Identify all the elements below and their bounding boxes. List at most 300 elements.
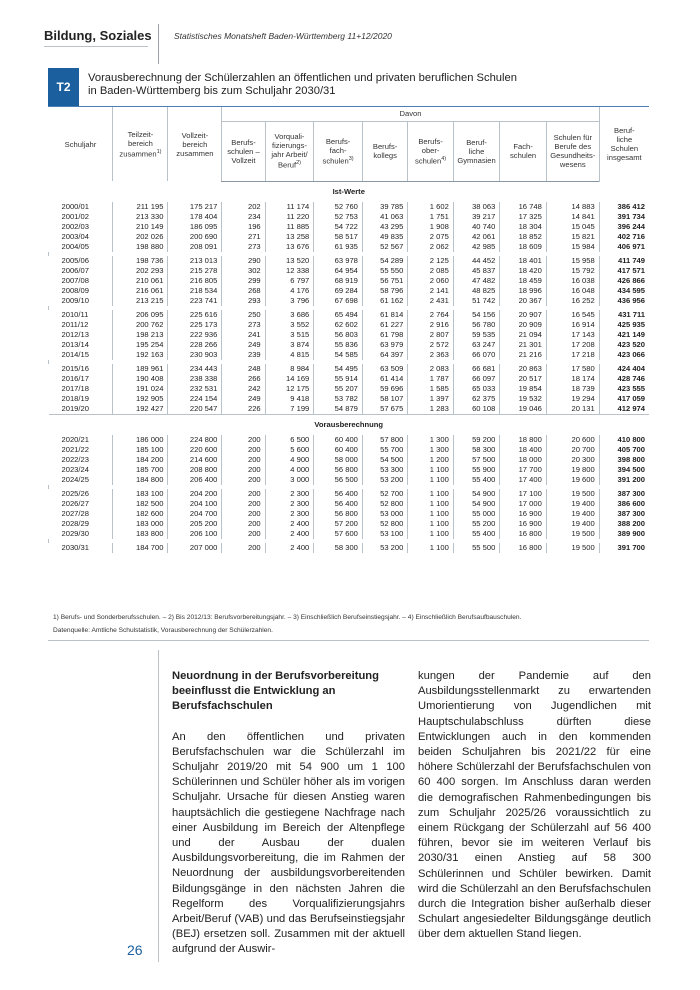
- table-cell: 198 736: [113, 256, 168, 266]
- table-row: [49, 435, 650, 445]
- table-cell: 186 000: [113, 435, 168, 445]
- table-cell: 19 854: [500, 384, 547, 394]
- table-cell: 208 800: [168, 465, 222, 475]
- table-row: [49, 509, 650, 519]
- column-divider: [158, 650, 159, 962]
- cell-schuljahr: 2014/15: [61, 349, 89, 359]
- data-table-frame: [48, 106, 649, 641]
- table-cell: 202 026: [113, 232, 168, 242]
- table-cell: 18 739: [546, 384, 599, 394]
- col-header-schuljahr: Schuljahr: [64, 139, 97, 149]
- table-cell: 182 500: [113, 499, 168, 509]
- cell-schuljahr: 2012/13: [61, 329, 89, 339]
- table-cell: 68 919: [314, 276, 363, 286]
- table-cell: 14 883: [546, 202, 599, 212]
- table-cell: 2 075: [408, 232, 453, 242]
- table-cell: 19 600: [546, 475, 599, 485]
- col-header-berufsoberschulen: [408, 121, 453, 181]
- table-cell: 205 200: [168, 519, 222, 529]
- col-header-line: bereich: [182, 139, 208, 149]
- table-cell: 224 800: [168, 435, 222, 445]
- table-cell: 12 338: [265, 266, 314, 276]
- table-cell: 17 100: [500, 489, 547, 499]
- table-cell: 58 300: [314, 543, 363, 553]
- table-cell: 2 060: [408, 276, 453, 286]
- table-cell: 20 517: [500, 374, 547, 384]
- table-cell: 18 609: [500, 242, 547, 252]
- table-cell: 1 100: [408, 499, 453, 509]
- table-row: [49, 296, 650, 306]
- table-cell: 184 200: [113, 455, 168, 465]
- table-cell: 19 500: [546, 543, 599, 553]
- table-row: [49, 212, 650, 222]
- col-header-line: Beruf-: [614, 126, 635, 135]
- table-cell: 58 000: [314, 455, 363, 465]
- table-cell: 189 961: [113, 364, 168, 374]
- table-cell: 18 401: [500, 256, 547, 266]
- table-cell: 40 740: [453, 222, 500, 232]
- table-cell: 63 978: [314, 256, 363, 266]
- table-cell: 1 100: [408, 509, 453, 519]
- table-cell: 218 534: [168, 286, 222, 296]
- col-header-berufsschulen-vollzeit: [222, 121, 265, 181]
- table-cell: 19 400: [546, 509, 599, 519]
- table-cell: 55 400: [453, 475, 500, 485]
- cell-schuljahr: 2030/31: [61, 542, 89, 552]
- table-cell: 63 979: [362, 340, 407, 350]
- table-cell: 59 535: [453, 330, 500, 340]
- table-cell: 1 100: [408, 489, 453, 499]
- table-cell: 61 814: [362, 310, 407, 320]
- table-cell: 1 100: [408, 529, 453, 539]
- col-header-line: fizierungs-: [271, 141, 307, 151]
- table-cell: 53 782: [314, 394, 363, 404]
- cell-schuljahr: 2023/24: [61, 464, 89, 474]
- table-cell: 248: [222, 364, 265, 374]
- table-cell: 2 431: [408, 296, 453, 306]
- cell-insgesamt: 412 974: [599, 404, 649, 415]
- table-row: [49, 489, 650, 499]
- cell-insgesamt: 436 956: [599, 296, 649, 306]
- table-cell: 206 095: [113, 310, 168, 320]
- table-cell: 302: [222, 266, 265, 276]
- table-title-line-2: in Baden-Württemberg bis zum Schuljahr 2030/31: [88, 85, 336, 97]
- table-cell: 183 800: [113, 529, 168, 539]
- table-cell: 273: [222, 320, 265, 330]
- table-cell: 55 400: [453, 529, 500, 539]
- table-cell: 175 217: [168, 202, 222, 212]
- table-cell: 55 900: [453, 465, 500, 475]
- table-cell: 19 532: [500, 394, 547, 404]
- table-cell: 3 000: [265, 475, 314, 485]
- cell-schuljahr: 2015/16: [61, 363, 89, 373]
- cell-schuljahr: 2007/08: [61, 275, 89, 285]
- table-cell: 57 675: [362, 404, 407, 415]
- table-cell: 220 600: [168, 445, 222, 455]
- section-header: Vorausberechnung: [49, 414, 650, 435]
- table-cell: 213 330: [113, 212, 168, 222]
- table-cell: 202: [222, 202, 265, 212]
- publication-title: Statistisches Monatsheft Baden-Württemberg 11+12/2020: [174, 31, 392, 41]
- table-cell: 16 252: [546, 296, 599, 306]
- table-cell: 204 700: [168, 509, 222, 519]
- table-cell: 299: [222, 276, 265, 286]
- cell-insgesamt: 411 749: [599, 256, 649, 266]
- table-cell: 195 254: [113, 340, 168, 350]
- table-cell: 20 300: [546, 455, 599, 465]
- table-cell: 202 293: [113, 266, 168, 276]
- table-cell: 204 200: [168, 489, 222, 499]
- col-header-line: zusammen: [176, 148, 214, 158]
- cell-schuljahr: 2010/11: [61, 309, 89, 319]
- cell-insgesamt: 405 700: [599, 445, 649, 455]
- col-header-line: Fach-: [513, 142, 533, 151]
- footnote-marker: 1): [156, 148, 162, 155]
- cell-schuljahr: 2019/20: [61, 403, 89, 413]
- table-cell: 242: [222, 384, 265, 394]
- table-row: [49, 350, 650, 360]
- cell-insgesamt: 431 711: [599, 310, 649, 320]
- table-cell: 54 495: [314, 364, 363, 374]
- table-cell: 66 070: [453, 350, 500, 360]
- table-cell: 273: [222, 242, 265, 252]
- table-cell: 1 283: [408, 404, 453, 415]
- table-cell: 293: [222, 296, 265, 306]
- table-row: [49, 202, 650, 212]
- table-cell: 19 294: [546, 394, 599, 404]
- table-cell: 1 200: [408, 455, 453, 465]
- table-row: [49, 543, 650, 553]
- table-row: [49, 232, 650, 242]
- table-cell: 1 300: [408, 445, 453, 455]
- table-cell: 59 200: [453, 435, 500, 445]
- table-cell: 1 602: [408, 202, 453, 212]
- table-cell: 54 900: [453, 499, 500, 509]
- table-cell: 6 797: [265, 276, 314, 286]
- table-cell: 52 800: [362, 519, 407, 529]
- table-cell: 211 195: [113, 202, 168, 212]
- table-cell: 4 815: [265, 350, 314, 360]
- cell-insgesamt: 417 571: [599, 266, 649, 276]
- table-cell: 196: [222, 222, 265, 232]
- col-header-line: ober-: [421, 145, 440, 155]
- header-divider: [158, 24, 159, 64]
- table-cell: 17 143: [546, 330, 599, 340]
- table-cell: 18 400: [500, 445, 547, 455]
- table-cell: 207 000: [168, 543, 222, 553]
- col-header-line: Gesundheits-: [550, 151, 596, 160]
- table-cell: 17 208: [546, 340, 599, 350]
- cell-schuljahr: 2003/04: [61, 231, 89, 241]
- table-cell: 58 517: [314, 232, 363, 242]
- table-cell: 44 452: [453, 256, 500, 266]
- table-cell: 19 500: [546, 489, 599, 499]
- table-cell: 54 722: [314, 222, 363, 232]
- table-cell: 59 696: [362, 384, 407, 394]
- col-header-line: fach-: [329, 145, 347, 155]
- table-cell: 222 936: [168, 330, 222, 340]
- cell-insgesamt: 423 555: [599, 384, 649, 394]
- cell-schuljahr: 2016/17: [61, 373, 89, 383]
- col-header-line: bereich: [127, 138, 153, 148]
- table-cell: 1 787: [408, 374, 453, 384]
- table-cell: 61 227: [362, 320, 407, 330]
- cell-schuljahr: 2025/26: [61, 488, 89, 498]
- table-cell: 16 800: [500, 543, 547, 553]
- col-header-berufliche-gymnasien: [453, 121, 500, 181]
- table-cell: 214 600: [168, 455, 222, 465]
- cell-schuljahr: 2020/21: [61, 434, 89, 444]
- table-cell: 14 169: [265, 374, 314, 384]
- table-cell: 200: [222, 543, 265, 553]
- col-header-vorqualifizierung: [265, 121, 314, 181]
- table-row: [49, 276, 650, 286]
- table-cell: 65 033: [453, 384, 500, 394]
- col-header-line: Vorquali-: [274, 132, 305, 142]
- table-cell: 61 162: [362, 296, 407, 306]
- table-cell: 17 700: [500, 465, 547, 475]
- table-cell: 2 062: [408, 242, 453, 252]
- table-cell: 213 013: [168, 256, 222, 266]
- col-header-line: Berufs-: [231, 137, 256, 147]
- table-cell: 2 400: [265, 543, 314, 553]
- col-header-insgesamt: [599, 107, 649, 181]
- table-cell: 20 367: [500, 296, 547, 306]
- data-table: [48, 107, 649, 553]
- cell-insgesamt: 423 066: [599, 350, 649, 360]
- table-cell: 54 879: [314, 404, 363, 415]
- table-cell: 16 748: [500, 202, 547, 212]
- footnote-marker: 2): [296, 160, 301, 167]
- cell-insgesamt: 386 412: [599, 202, 649, 212]
- col-header-line: Schulen für: [553, 133, 592, 142]
- cell-insgesamt: 387 300: [599, 509, 649, 519]
- cell-insgesamt: 425 935: [599, 320, 649, 330]
- col-header-line: Beruf-: [466, 137, 487, 147]
- table-cell: 204 100: [168, 499, 222, 509]
- table-cell: 67 698: [314, 296, 363, 306]
- table-cell: 200: [222, 499, 265, 509]
- table-cell: 250: [222, 310, 265, 320]
- table-cell: 64 397: [362, 350, 407, 360]
- table-cell: 18 174: [546, 374, 599, 384]
- table-cell: 190 408: [113, 374, 168, 384]
- table-cell: 228 266: [168, 340, 222, 350]
- table-cell: 271: [222, 232, 265, 242]
- table-body: [49, 181, 650, 553]
- table-cell: 56 800: [314, 465, 363, 475]
- table-cell: 178 404: [168, 212, 222, 222]
- table-cell: 2 300: [265, 499, 314, 509]
- table-cell: 16 914: [546, 320, 599, 330]
- col-header-line: liche: [468, 146, 485, 156]
- table-cell: 18 459: [500, 276, 547, 286]
- cell-insgesamt: 426 866: [599, 276, 649, 286]
- table-cell: 198 213: [113, 330, 168, 340]
- table-cell: 38 063: [453, 202, 500, 212]
- table-cell: 66 681: [453, 364, 500, 374]
- table-cell: 60 400: [314, 445, 363, 455]
- cell-schuljahr: 2008/09: [61, 285, 89, 295]
- table-cell: 62 602: [314, 320, 363, 330]
- page-number: 26: [127, 942, 143, 958]
- table-cell: 42 061: [453, 232, 500, 242]
- table-cell: 186 095: [168, 222, 222, 232]
- table-footnote: 1) Berufs- und Sonderberufsschulen. – 2) Bis 2012/13: Berufsvorbereitungsjahr. – 3) Einschließlich Berufseinstiegsjahr. – 4) Einschließlich Berufsaufbauschulen.: [53, 614, 522, 621]
- col-header-line: liche: [616, 135, 633, 144]
- table-cell: 54 500: [362, 455, 407, 465]
- table-cell: 18 800: [500, 435, 547, 445]
- table-cell: 2 916: [408, 320, 453, 330]
- cell-insgesamt: 402 716: [599, 232, 649, 242]
- table-cell: 9 418: [265, 394, 314, 404]
- table-cell: 63 247: [453, 340, 500, 350]
- cell-insgesamt: 389 900: [599, 529, 649, 539]
- table-cell: 192 163: [113, 350, 168, 360]
- section-title: Bildung, Soziales: [44, 28, 152, 43]
- table-cell: 18 000: [500, 455, 547, 465]
- table-row: [49, 519, 650, 529]
- table-cell: 55 200: [453, 519, 500, 529]
- table-cell: 42 985: [453, 242, 500, 252]
- table-cell: 61 414: [362, 374, 407, 384]
- table-cell: 53 200: [362, 475, 407, 485]
- table-cell: 192 905: [113, 394, 168, 404]
- table-cell: 39 785: [362, 202, 407, 212]
- col-header-berufskollegs: [362, 121, 407, 181]
- table-cell: 1 100: [408, 543, 453, 553]
- table-cell: 200: [222, 475, 265, 485]
- table-cell: 57 800: [362, 435, 407, 445]
- table-cell: 58 107: [362, 394, 407, 404]
- table-cell: 13 520: [265, 256, 314, 266]
- cell-schuljahr: 2001/02: [61, 211, 89, 221]
- table-cell: 20 700: [546, 445, 599, 455]
- table-cell: 2 400: [265, 519, 314, 529]
- table-cell: 234: [222, 212, 265, 222]
- col-header-line: jahr Arbeit/: [271, 150, 308, 160]
- table-cell: 210 149: [113, 222, 168, 232]
- table-cell: 16 900: [500, 509, 547, 519]
- table-cell: 20 907: [500, 310, 547, 320]
- col-header-line: Berufs-: [372, 142, 398, 151]
- table-cell: 7 199: [265, 404, 314, 415]
- table-cell: 15 045: [546, 222, 599, 232]
- table-cell: 17 000: [500, 499, 547, 509]
- col-header-line: schulen: [415, 156, 442, 166]
- table-cell: 1 100: [408, 475, 453, 485]
- table-row: [49, 310, 650, 320]
- table-cell: 41 063: [362, 212, 407, 222]
- table-cell: 18 304: [500, 222, 547, 232]
- table-cell: 200: [222, 509, 265, 519]
- table-cell: 66 097: [453, 374, 500, 384]
- table-cell: 49 835: [362, 232, 407, 242]
- table-cell: 1 908: [408, 222, 453, 232]
- table-cell: 223 741: [168, 296, 222, 306]
- cell-insgesamt: 394 500: [599, 465, 649, 475]
- section-header: Ist-Werte: [332, 186, 365, 196]
- table-row: [49, 330, 650, 340]
- table-cell: 63 509: [362, 364, 407, 374]
- table-cell: 52 753: [314, 212, 363, 222]
- table-cell: 19 400: [546, 519, 599, 529]
- table-cell: 13 258: [265, 232, 314, 242]
- cell-schuljahr: 2029/30: [61, 528, 89, 538]
- table-cell: 56 400: [314, 499, 363, 509]
- col-header-line: Vollzeit-: [181, 130, 209, 140]
- table-cell: 225 173: [168, 320, 222, 330]
- col-header-line: Berufs-: [325, 136, 351, 146]
- table-cell: 17 325: [500, 212, 547, 222]
- table-cell: 2 300: [265, 509, 314, 519]
- table-cell: 224 154: [168, 394, 222, 404]
- col-header-line: kollegs: [373, 151, 397, 160]
- cell-insgesamt: 391 734: [599, 212, 649, 222]
- table-cell: 208 091: [168, 242, 222, 252]
- col-header-line: wesens: [559, 160, 586, 169]
- table-cell: 57 500: [453, 455, 500, 465]
- cell-schuljahr: 2022/23: [61, 454, 89, 464]
- cell-schuljahr: 2021/22: [61, 444, 89, 454]
- table-title: [88, 72, 648, 98]
- table-cell: 4 900: [265, 455, 314, 465]
- table-cell: 21 301: [500, 340, 547, 350]
- table-cell: 58 300: [453, 445, 500, 455]
- table-cell: 19 500: [546, 529, 599, 539]
- cell-insgesamt: 391 200: [599, 475, 649, 485]
- table-cell: 56 400: [314, 489, 363, 499]
- col-header-line: Gymnasien: [457, 155, 496, 165]
- table-cell: 266: [222, 374, 265, 384]
- table-cell: 52 567: [362, 242, 407, 252]
- col-header-vollzeit: [168, 107, 222, 181]
- cell-schuljahr: 2011/12: [61, 319, 89, 329]
- table-cell: 60 400: [314, 435, 363, 445]
- table-cell: 213 215: [113, 296, 168, 306]
- col-header-line: Teilzeit-: [127, 129, 154, 139]
- table-cell: 57 600: [314, 529, 363, 539]
- table-cell: 3 515: [265, 330, 314, 340]
- table-cell: 268: [222, 286, 265, 296]
- cell-schuljahr: 2027/28: [61, 508, 89, 518]
- table-cell: 241: [222, 330, 265, 340]
- table-cell: 183 000: [113, 519, 168, 529]
- table-cell: 200 690: [168, 232, 222, 242]
- table-cell: 220 547: [168, 404, 222, 415]
- table-cell: 200: [222, 465, 265, 475]
- table-cell: 185 700: [113, 465, 168, 475]
- table-cell: 3 686: [265, 310, 314, 320]
- table-cell: 1 300: [408, 435, 453, 445]
- cell-insgesamt: 388 200: [599, 519, 649, 529]
- table-cell: 20 863: [500, 364, 547, 374]
- table-cell: 184 700: [113, 543, 168, 553]
- table-cell: 2 807: [408, 330, 453, 340]
- table-row: [49, 445, 650, 455]
- table-cell: 18 996: [500, 286, 547, 296]
- table-cell: 3 552: [265, 320, 314, 330]
- cell-schuljahr: 2017/18: [61, 383, 89, 393]
- footnote-marker: 4): [441, 155, 447, 162]
- col-header-berufsfachschulen: [314, 121, 363, 181]
- table-cell: 2 300: [265, 489, 314, 499]
- table-cell: 48 825: [453, 286, 500, 296]
- table-badge: T2: [48, 68, 79, 106]
- table-cell: 200: [222, 489, 265, 499]
- table-cell: 5 600: [265, 445, 314, 455]
- table-cell: 52 800: [362, 499, 407, 509]
